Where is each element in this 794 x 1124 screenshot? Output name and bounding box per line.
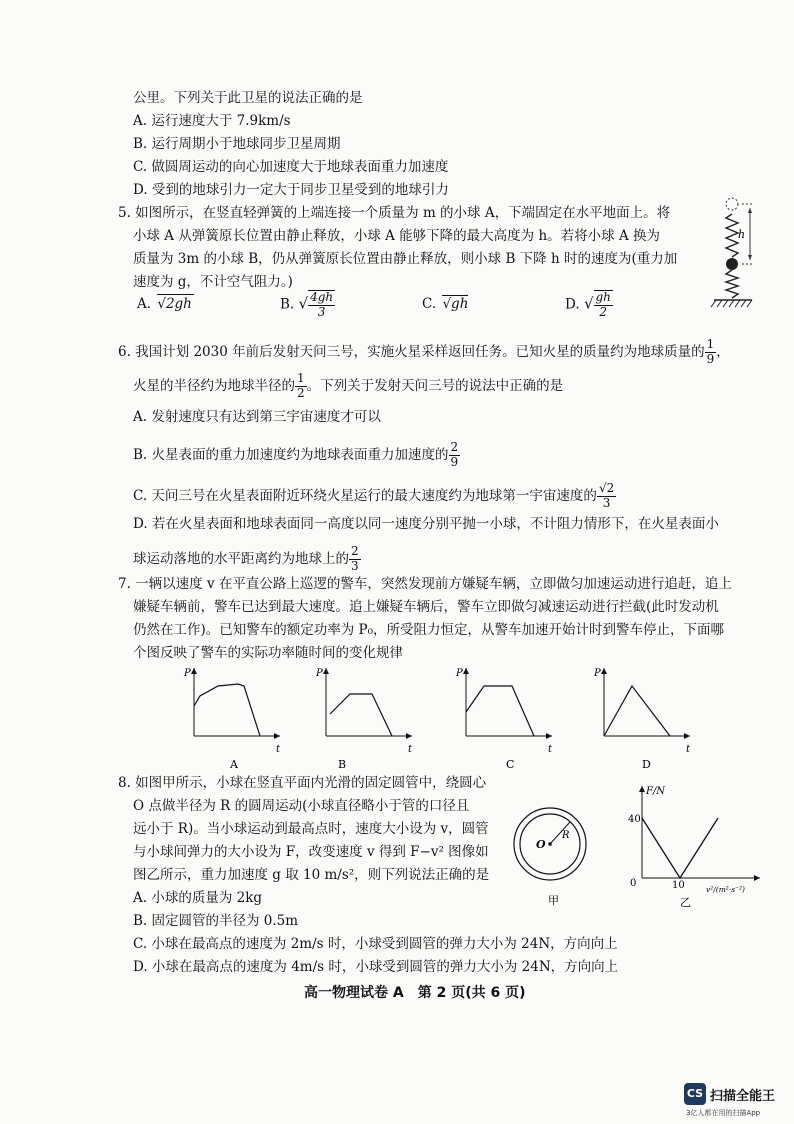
x-tick-10: 10	[672, 880, 685, 891]
q7-label-c: C	[506, 758, 515, 771]
q6-option-d-line2: 球运动落地的水平距离约为地球上的 $\frac{2}{3}$	[133, 544, 359, 573]
q8-line1: 8. 如图甲所示，小球在竖直平面内光滑的固定圆管中，绕圆心	[118, 775, 487, 791]
q6-option-c: C. 天问三号在火星表面附近环绕火星运行的最大速度约为地球第一宇宙速度的 $\frac{√2}{3}$	[133, 481, 615, 510]
q7-line1: 7. 一辆以速度 v 在平直公路上巡逻的警车，突然发现前方嫌疑车辆，立即做匀加速运动进行追赶，追上	[118, 576, 732, 592]
q8-option-b: B. 固定圆管的半径为 0.5m	[133, 913, 299, 929]
q7-axis-p: P	[594, 668, 601, 679]
camscanner-tagline: 3亿人都在用的扫描App	[686, 1109, 761, 1117]
q7-graph-c	[452, 664, 562, 774]
page-footer: 高一物理试卷 A 第 2 页(共 6 页)	[304, 985, 526, 1001]
q7-line4: 个图反映了警车的实际功率随时间的变化规律	[133, 645, 403, 661]
q6-option-b: B. 火星表面的重力加速度约为地球表面重力加速度的 $\frac{2}{9}$	[133, 440, 459, 469]
q7-label-b: B	[338, 758, 347, 771]
q8-option-d: D. 小球在最高点的速度为 4m/s 时，小球受到圆管的弹力大小为 24N，方向向上	[133, 959, 619, 975]
q5-line3: 质量为 3m 的小球 B，仍从弹簧原长位置由静止释放，则小球 B 下降 h 时的速度为(重力加	[133, 251, 678, 267]
origin-label: 0	[630, 878, 637, 889]
q8-option-c: C. 小球在最高点的速度为 2m/s 时，小球受到圆管的弹力大小为 24N，方向向上	[133, 936, 618, 952]
q5-option-a: A. √2gh	[137, 296, 192, 312]
q6-line2: 火星的半径约为地球半径的 $\frac{1}{2}$ 。下列关于发射天问三号的说法中正确的是	[133, 371, 564, 400]
q7-curve-a	[194, 684, 260, 736]
q4-option-c: C. 做圆周运动的向心加速度大于地球表面重力加速度	[133, 159, 449, 175]
ball-a	[726, 258, 738, 270]
ball-original-position	[726, 198, 738, 210]
q7-label-a: A	[230, 758, 238, 771]
q7-axis-t: t	[686, 744, 691, 755]
q7-graph-a	[180, 664, 290, 774]
q7-axis-t: t	[276, 744, 281, 755]
q8-line3: 远小于 R)。当小球运动到最高点时，速度大小设为 v，圆管	[133, 821, 489, 837]
x-axis-label: v²/(m²·s⁻²)	[706, 885, 745, 894]
q5-line1: 5. 如图所示，在竖直轻弹簧的上端连接一个质量为 m 的小球 A，下端固定在水平地面上。将	[118, 205, 671, 221]
q7-curve-c	[466, 686, 534, 736]
q7-axis-p: P	[456, 668, 463, 679]
q4-option-a: A. 运行速度大于 7.9km/s	[133, 113, 291, 129]
q7-graph-d	[590, 664, 700, 774]
figure-yi-caption: 乙	[680, 896, 691, 909]
q5-option-b: B. √ $\frac{4gh}{3}$	[280, 290, 334, 319]
q7-label-d: D	[642, 758, 651, 771]
q7-graph-b	[312, 664, 422, 774]
q5-line2: 小球 A 从弹簧原长位置由静止释放，小球 A 能够下降的最大高度为 h。若将小球 A 换为	[133, 228, 660, 244]
q5-option-c: C. √gh	[422, 296, 469, 312]
q8-option-a: A. 小球的质量为 2kg	[133, 890, 263, 906]
q4-option-b: B. 运行周期小于地球同步卫星周期	[133, 136, 341, 152]
y-tick-40: 40	[628, 814, 641, 825]
camscanner-name: 扫描全能王	[710, 1089, 776, 1104]
y-axis-label: F/N	[646, 786, 666, 797]
q7-axis-p: P	[184, 668, 191, 679]
q8-figure-yi-chart	[618, 782, 768, 912]
q8-line5: 图乙所示，重力加速度 g 取 10 m/s²，则下列说法正确的是	[133, 867, 490, 883]
q6-option-a: A. 发射速度只有达到第三宇宙速度才可以	[133, 409, 381, 425]
q8-line4: 与小球间弹力的大小设为 F，改变速度 v 得到 F−v² 图像如	[133, 844, 489, 860]
figure-jia-caption: 甲	[548, 894, 559, 907]
center-o-label: O	[536, 838, 546, 851]
q6-option-d-line1: D. 若在火星表面和地球表面同一高度以同一速度分别平抛一小球，不计阻力情形下，在火星表面小	[133, 516, 719, 532]
camscanner-logo: CS	[684, 1083, 706, 1105]
f-v2-line	[642, 818, 718, 878]
radius-r-label: R	[562, 830, 570, 841]
q7-axis-t: t	[548, 744, 553, 755]
q8-figure-jia	[508, 800, 598, 910]
q8-line2: O 点做半径为 R 的圆周运动(小球直径略小于管的口径且	[133, 798, 470, 814]
q7-line2: 嫌疑车辆前，警车已达到最大速度。追上嫌疑车辆后，警车立即做匀减速运动进行拦截(此时发动机	[133, 599, 719, 615]
q4-option-d: D. 受到的地球引力一定大于同步卫星受到的地球引力	[133, 182, 449, 198]
q5-spring-figure	[708, 196, 764, 316]
q7-curve-b	[330, 694, 392, 736]
q7-line3: 仍然在工作)。已知警车的额定功率为 P₀，所受阻力恒定，从警车加速开始计时到警车停止，下面哪	[133, 622, 725, 638]
spring	[726, 214, 738, 257]
q4-stem-end: 公里。下列关于此卫星的说法正确的是	[133, 90, 363, 106]
q7-axis-t: t	[408, 744, 413, 755]
q7-axis-p: P	[316, 668, 323, 679]
q5-h-label: h	[738, 228, 746, 241]
q7-curve-d	[604, 686, 670, 736]
q5-option-d: D. √ $\frac{gh}{2}$	[565, 290, 611, 319]
q6-line1: 6. 我国计划 2030 年前后发射天问三号，实施火星采样返回任务。已知火星的质量约为地球质量的 $\frac{1}{9}$ ，	[118, 337, 730, 366]
q5-line4: 速度为 g，不计空气阻力。)	[133, 274, 293, 290]
